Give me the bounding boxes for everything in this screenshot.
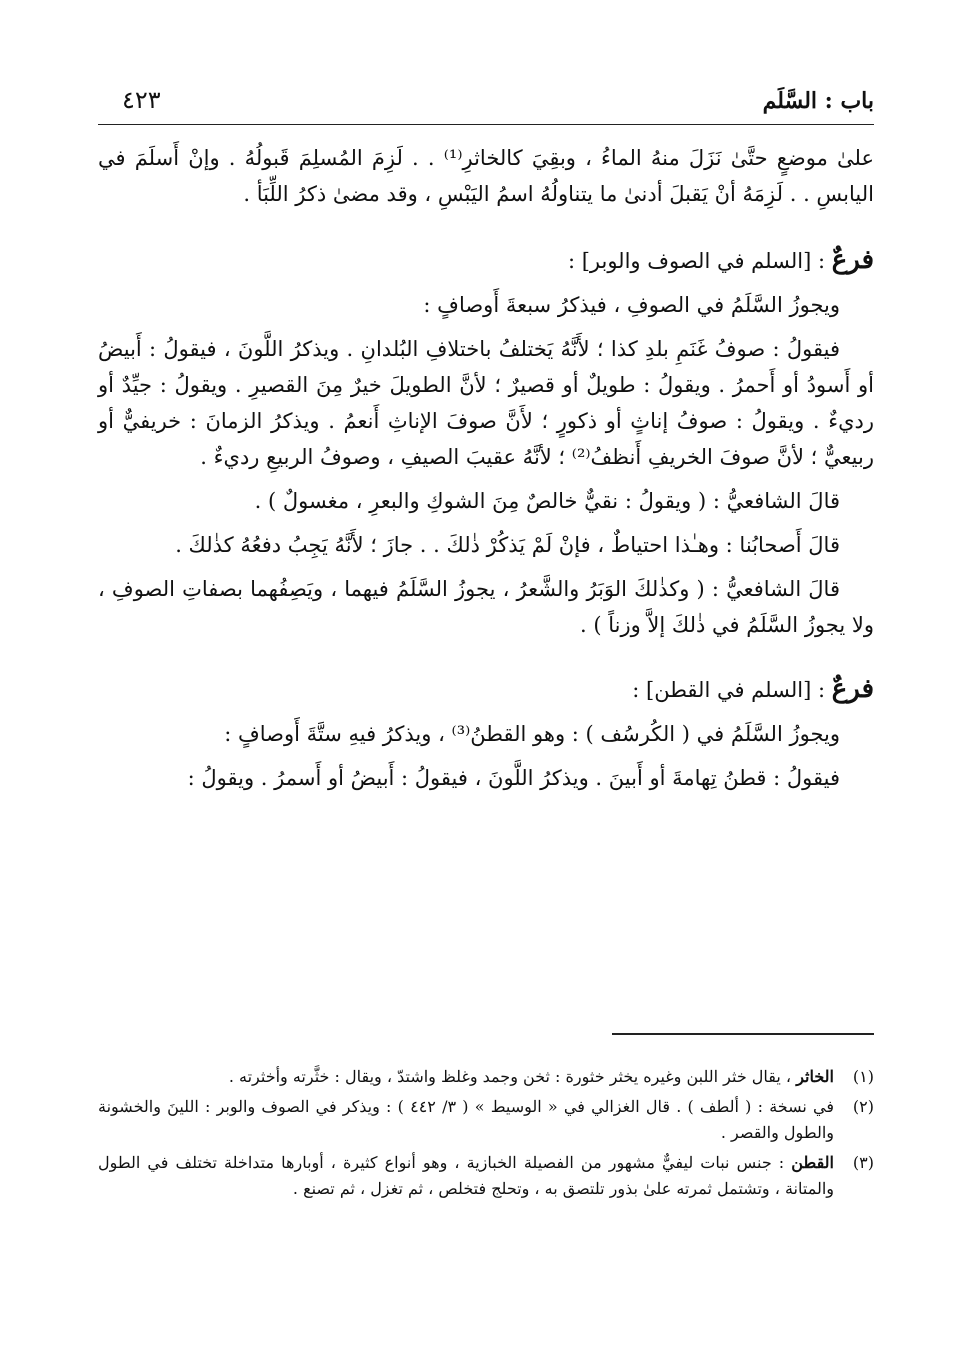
- footnote-number: (٢): [852, 1097, 874, 1116]
- paragraph-shafii-quote-1: قالَ الشافعيُّ : ( ويقولُ : نقيٌّ خالصٌ مِنَ الشوكِ والبعرِ ، مغسولٌ ) .: [254, 489, 840, 513]
- heading-title: : [السلم في الصوف والوبر] :: [567, 249, 832, 273]
- paragraph-wool-details: فيقولُ : صوفُ غَنَمِ بلدِ كذا ؛ لأَنَّهُ يَختلفُ باختلافِ البُلدانِ . ويذكرُ اللَّونَ ، فيقولُ : أَبيضُ أو أَسودُ أو أَحمرُ . ويقولُ : طويلٌ أو قصيرٌ ؛ لأنَّ الطويلَ خيرٌ مِنَ القصيرِ . ويقولُ : جيِّدٌ أو رديءٌ . ويقولُ : صوفُ إناثٍ أو ذكورٍ ؛ لأَنَّ صوفَ الإناثِ أَنعمُ . ويذكرُ الزمانَ : خريفيٌّ أو ربيعيٌّ ؛ لأنَّ صوفَ الخريفِ أَنظفُ⁽²⁾ ؛ لأنَّهُ عقيبَ الصيفِ ، وصوفُ الربيعِ رديءٌ .: [98, 337, 874, 469]
- footnote-rule: [612, 1033, 874, 1035]
- paragraph-cotton-details: فيقولُ : قطنُ تِهامةَ أو أَبينَ . ويذكرُ اللَّونَ ، فيقولُ : أَبيضُ أو أَسمرُ . ويقولُ :: [187, 766, 840, 790]
- footnote: [98, 1064, 874, 1090]
- footnote: [98, 1150, 874, 1202]
- section-heading-wool: [98, 242, 874, 279]
- header-rule: [98, 124, 874, 125]
- page-number: ٤٢٣: [122, 86, 161, 114]
- paragraph-wool-intro: ويجوزُ السَّلَمُ في الصوفِ ، فيذكرُ سبعةَ أَوصافٍ :: [423, 293, 840, 317]
- footnote-body: في نسخة : ( ألطف ) . قال الغزالي في « الوسيط » ( ٣/ ٤٤٢ ) : ويذكر في الصوف والوبر : اللينَ والخشونة والطول والقصر .: [98, 1097, 835, 1142]
- paragraph-cotton-intro: ويجوزُ السَّلَمُ في ( الكُرسُف ) : وهو القطنُ⁽³⁾ ، ويذكرُ فيهِ ستَّةَ أَوصافٍ :: [224, 722, 840, 746]
- heading-label: فرعٌ: [831, 245, 874, 275]
- heading-label: فرعٌ: [831, 674, 874, 704]
- footnote: [98, 1094, 874, 1146]
- running-title: باب : السَّلَم: [762, 88, 874, 114]
- footnote-body: : جنس نبات ليفيٌّ مشهور من الفصيلة الخبازية ، وهو أنواع كثيرة ، أوبارها متداخلة تختلف في الطول والمتانة ، وتشتمل ثمرته علىٰ بذور تلتصق به ، وتحلج فتخلص ، ثم تغزل ، ثم تصنع .: [98, 1153, 834, 1198]
- heading-title: : [السلم في القطن] :: [632, 678, 832, 702]
- footnote-term: الخاثر: [796, 1067, 834, 1086]
- footnote-text: [98, 1150, 834, 1202]
- footnote-text: [98, 1094, 834, 1146]
- paragraph-shafii-quote-2: قالَ الشافعيُّ : ( وكذٰلكَ الوَبَرُ والشَّعرُ ، يجوزُ السَّلَمُ فيهما ، ويَصِفُهما بصفاتِ الصوفِ ، ولا يجوزُ السَّلَمُ في ذٰلكَ إلاَّ وزناً ) .: [98, 577, 874, 637]
- section-heading-cotton: [98, 671, 874, 708]
- footnotes: [98, 1064, 874, 1206]
- footnote-body: ، يقال خثر اللبن وغيره يخثر خثورة : ثخن وجمد وغلظ واشتدّ ، ويقال : خثَّرته وأخثرته .: [228, 1067, 797, 1086]
- paragraph-companions: قالَ أَصحابُنا : وهـٰذا احتياطٌ ، فإنْ لَمْ يَذكُرْ ذٰلكَ . . جازَ ؛ لأَنَّهُ يَجِبُ دفعُهُ كذٰلكَ .: [175, 533, 840, 557]
- footnote-text: [98, 1064, 834, 1090]
- footnote-number: (٣): [852, 1153, 874, 1172]
- main-text: [98, 140, 874, 796]
- footnote-number: (١): [852, 1067, 874, 1086]
- page-header: [98, 84, 874, 122]
- paragraph-continuation: علىٰ موضعٍ حتَّىٰ نَزَلَ منهُ الماءُ ، وبقِيَ كالخاثرِ⁽¹⁾ . . لَزِمَ المُسلِمَ قَبولُهُ . وإنْ أَسلَمَ في اليابسِ . . لَزِمَهُ أنْ يَقبلَ أدنىٰ ما يتناولُهُ اسمُ اليَبْسِ ، وقد مضىٰ ذكرُ اللِّبَأ .: [98, 146, 874, 206]
- footnote-term: القطن: [791, 1153, 834, 1172]
